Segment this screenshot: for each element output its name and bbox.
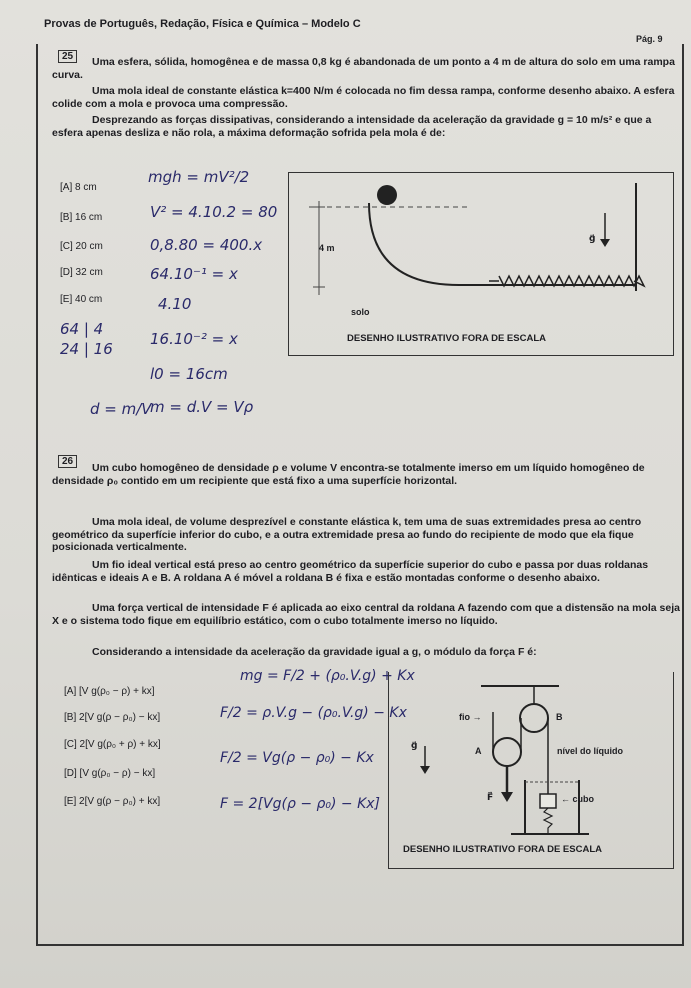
q26-handwriting-3: F/2 = Vg(ρ − ρ₀) − Kx xyxy=(220,750,374,766)
fio-label: fio → xyxy=(459,712,482,722)
question-26-number: 26 xyxy=(58,455,77,468)
pulley-diagram xyxy=(389,672,673,868)
ramp-curve xyxy=(369,203,636,285)
q25-handwriting-6: 64 | 4 xyxy=(60,320,104,338)
question-25-number: 25 xyxy=(58,50,77,63)
q25-option-a[interactable]: [A] 8 cm xyxy=(60,182,97,193)
q25-handwriting-1: mgh = mV²/2 xyxy=(148,168,250,186)
sphere-icon xyxy=(377,185,397,205)
q26-handwriting-2: F/2 = ρ.V.g − (ρ₀.V.g) − Kx xyxy=(220,705,407,721)
page-number: Pág. 9 xyxy=(636,34,663,44)
ramp-spring-diagram xyxy=(289,173,673,355)
q25-handwriting-8: 16.10⁻² = x xyxy=(150,330,238,348)
q26-paragraph-4: Uma força vertical de intensidade F é aplicada ao eixo central da roldana A fazendo com que a distensão na mola seja X e o sistema todo fique em equilíbrio estático, com o cubo totalmente imerso no líquido. xyxy=(52,602,680,627)
q25-figure-box xyxy=(288,172,674,356)
q25-handwriting-10: d = m/V xyxy=(90,400,152,418)
q26-option-d[interactable]: [D] [V g(ρ₀ − ρ) − kx] xyxy=(64,768,156,779)
q26-option-b[interactable]: [B] 2[V g(ρ − ρ₀) − kx] xyxy=(64,712,161,723)
q26-paragraph-1: Um cubo homogêneo de densidade ρ e volume V encontra-se totalmente imerso em um líquido homogêneo de densidade ρ₀ contido em um recipiente que está fixo a uma superfície horizontal. xyxy=(52,462,645,487)
q25-handwriting-2: V² = 4.10.2 = 80 xyxy=(150,203,278,221)
q25-paragraph-2: Uma mola ideal de constante elástica k=400 N/m é colocada no fim dessa rampa, conforme desenho abaixo. A esfera colide com a mola e provoca uma compressão. xyxy=(52,85,675,110)
ground-label: solo xyxy=(351,307,370,317)
q25-figure-caption: DESENHO ILUSTRATIVO FORA DE ESCALA xyxy=(347,333,546,344)
q25-handwriting-7: 24 | 16 xyxy=(60,340,113,358)
q26-paragraph-3: Um fio ideal vertical está preso ao centro geométrico da superfície superior do cubo e passa por duas roldanas idênticas e ideais A e B. A roldana A é móvel a roldana B é fixa e estão montadas conforme o desenho abaixo. xyxy=(52,559,649,584)
cube-label: ← cubo xyxy=(561,794,594,804)
force-label: F⃗ xyxy=(487,792,494,802)
q26-question: Considerando a intensidade da aceleração da gravidade igual a g, o módulo da força F é: xyxy=(92,646,537,658)
q25-handwriting-5: 4.10 xyxy=(158,295,192,313)
exam-header: Provas de Português, Redação, Física e Química – Modelo C xyxy=(44,18,361,30)
q25-handwriting-9: l0 = 16cm xyxy=(150,365,228,383)
pulley-a-label: A xyxy=(475,746,482,756)
q25-handwriting-11: m = d.V = Vρ xyxy=(150,398,254,416)
pulley-a-icon xyxy=(493,738,521,766)
q26-option-e[interactable]: [E] 2[V g(ρ − ρ₀) + kx] xyxy=(64,796,161,807)
q25-option-d[interactable]: [D] 32 cm xyxy=(60,267,103,278)
q25-handwriting-3: 0,8.80 = 400.x xyxy=(150,236,263,254)
q25-option-c[interactable]: [C] 20 cm xyxy=(60,241,103,252)
q25-option-e[interactable]: [E] 40 cm xyxy=(60,294,103,305)
q26-option-c[interactable]: [C] 2[V g(ρ₀ + ρ) + kx] xyxy=(64,739,161,750)
q25-option-b[interactable]: [B] 16 cm xyxy=(60,212,103,223)
q26-figure-caption: DESENHO ILUSTRATIVO FORA DE ESCALA xyxy=(403,844,602,855)
height-label: 4 m xyxy=(319,243,335,253)
q26-handwriting-4: F = 2[Vg(ρ − ρ₀) − Kx] xyxy=(220,796,381,812)
spring-icon xyxy=(544,808,552,834)
pulley-b-icon xyxy=(520,704,548,732)
q26-option-a[interactable]: [A] [V g(ρ₀ − ρ) + kx] xyxy=(64,686,155,697)
q26-paragraph-2: Uma mola ideal, de volume desprezível e constante elástica k, tem uma de suas extremidades presa ao centro geométrico da superfície inferior do cubo, e a outra extremidade presa ao fundo do recipiente de modo que ela fique posicionada verticalmente. xyxy=(52,516,642,553)
gravity-label: g⃗ xyxy=(589,233,596,243)
q25-paragraph-3: Desprezando as forças dissipativas, considerando a intensidade da aceleração da gravidade g = 10 m/s² e que a esfera apenas desliza e não rola, a máxima deformação sofrida pela mola é de: xyxy=(52,114,652,139)
pulley-b-label: B xyxy=(556,712,563,722)
q25-handwriting-4: 64.10⁻¹ = x xyxy=(150,265,238,283)
cube-icon xyxy=(540,794,556,808)
gravity-label: g⃗ xyxy=(411,740,418,750)
q25-paragraph-1: Uma esfera, sólida, homogênea e de massa 0,8 kg é abandonada de um ponto a 4 m de altura do solo em uma rampa curva. xyxy=(52,56,675,81)
q26-figure-box xyxy=(388,672,674,869)
liquid-level-label: nível do líquido xyxy=(557,746,623,756)
q26-handwriting-1: mg = F/2 + (ρ₀.V.g) + Kx xyxy=(240,668,415,684)
